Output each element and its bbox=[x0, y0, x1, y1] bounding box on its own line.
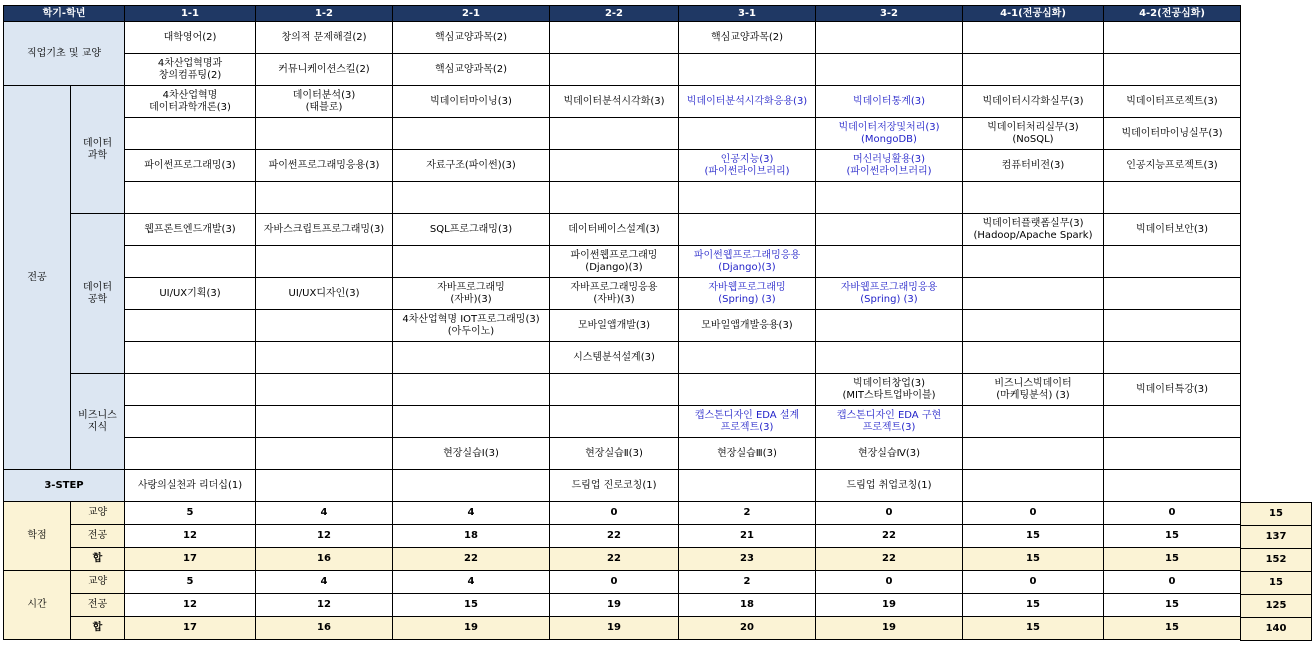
course-cell bbox=[393, 118, 550, 150]
value-cell: 23 bbox=[679, 548, 816, 571]
course-cell: 4차산업혁명 IOT프로그래밍(3) (아두이노) bbox=[393, 310, 550, 342]
course-cell bbox=[125, 342, 256, 374]
course-cell bbox=[1104, 182, 1241, 214]
course-cell bbox=[550, 22, 679, 54]
value-cell: 2 bbox=[679, 571, 816, 594]
course-cell: 빅데이터특강(3) bbox=[1104, 374, 1241, 406]
data-science-row bbox=[4, 150, 1241, 182]
value-cell: 22 bbox=[816, 525, 963, 548]
value-cell: 0 bbox=[550, 571, 679, 594]
course-cell bbox=[963, 54, 1104, 86]
course-cell bbox=[1104, 54, 1241, 86]
total-cell: 152 bbox=[1241, 548, 1312, 571]
course-cell bbox=[679, 470, 816, 502]
course-cell: 비즈니스빅데이터 (마케팅분석) (3) bbox=[963, 374, 1104, 406]
course-cell bbox=[1104, 310, 1241, 342]
course-cell bbox=[679, 214, 816, 246]
course-cell bbox=[256, 182, 393, 214]
course-cell: 드림업 취업코칭(1) bbox=[816, 470, 963, 502]
course-cell bbox=[125, 182, 256, 214]
total-row bbox=[1241, 525, 1312, 548]
total-cell: 125 bbox=[1241, 594, 1312, 617]
course-cell: 빅데이터마이닝실무(3) bbox=[1104, 118, 1241, 150]
course-cell bbox=[963, 278, 1104, 310]
value-cell: 0 bbox=[816, 571, 963, 594]
course-cell bbox=[393, 246, 550, 278]
hours-label: 시간 bbox=[4, 571, 71, 640]
liberal-row bbox=[4, 54, 1241, 86]
course-cell: UI/UX디자인(3) bbox=[256, 278, 393, 310]
total-row bbox=[1241, 502, 1312, 525]
course-cell: 파이썬프로그래밍(3) bbox=[125, 150, 256, 182]
total-cell: 137 bbox=[1241, 525, 1312, 548]
business-row bbox=[4, 438, 1241, 470]
semester-header: 4-1(전공심화) bbox=[963, 6, 1104, 22]
course-cell: 빅데이터프로젝트(3) bbox=[1104, 86, 1241, 118]
course-cell: 자바웹프로그래밍응용 (Spring) (3) bbox=[816, 278, 963, 310]
liberal-row bbox=[4, 22, 1241, 54]
total-cell: 140 bbox=[1241, 617, 1312, 640]
value-cell: 19 bbox=[550, 617, 679, 640]
hours-type: 합 bbox=[71, 617, 125, 640]
course-cell bbox=[963, 182, 1104, 214]
course-cell: 자바프로그래밍 (자바)(3) bbox=[393, 278, 550, 310]
course-cell: 창의적 문제해결(2) bbox=[256, 22, 393, 54]
course-cell bbox=[679, 374, 816, 406]
data-eng-label: 데이터 공학 bbox=[71, 214, 125, 374]
total-row bbox=[1241, 594, 1312, 617]
course-cell bbox=[256, 470, 393, 502]
course-cell: 자료구조(파이썬)(3) bbox=[393, 150, 550, 182]
course-cell bbox=[1104, 278, 1241, 310]
value-cell: 12 bbox=[125, 525, 256, 548]
course-cell bbox=[816, 182, 963, 214]
value-cell: 16 bbox=[256, 617, 393, 640]
course-cell bbox=[393, 182, 550, 214]
value-cell: 15 bbox=[393, 594, 550, 617]
data-science-row bbox=[4, 118, 1241, 150]
business-row bbox=[4, 406, 1241, 438]
course-cell: 모바일앱개발(3) bbox=[550, 310, 679, 342]
value-cell: 5 bbox=[125, 502, 256, 525]
course-cell bbox=[550, 374, 679, 406]
total-cell: 15 bbox=[1241, 502, 1312, 525]
course-cell: 핵심교양과목(2) bbox=[393, 22, 550, 54]
hours-type: 교양 bbox=[71, 571, 125, 594]
course-cell bbox=[256, 118, 393, 150]
semester-header: 3-1 bbox=[679, 6, 816, 22]
credits-type: 전공 bbox=[71, 525, 125, 548]
value-cell: 15 bbox=[963, 594, 1104, 617]
value-cell: 4 bbox=[256, 571, 393, 594]
course-cell: 데이터분석(3) (태블로) bbox=[256, 86, 393, 118]
course-cell: 4차산업혁명 데이터과학개론(3) bbox=[125, 86, 256, 118]
course-cell: 현장실습I(3) bbox=[393, 438, 550, 470]
value-cell: 18 bbox=[679, 594, 816, 617]
course-cell: 핵심교양과목(2) bbox=[679, 22, 816, 54]
value-cell: 15 bbox=[963, 548, 1104, 571]
course-cell: 캡스톤디자인 EDA 설계 프로젝트(3) bbox=[679, 406, 816, 438]
value-cell: 12 bbox=[125, 594, 256, 617]
step-row bbox=[4, 470, 1241, 502]
course-cell: 파이썬프로그래밍응용(3) bbox=[256, 150, 393, 182]
major-label: 전공 bbox=[4, 86, 71, 470]
total-row bbox=[1241, 617, 1312, 640]
value-cell: 20 bbox=[679, 617, 816, 640]
header-corner: 학기-학년 bbox=[4, 6, 125, 22]
course-cell bbox=[550, 54, 679, 86]
total-row bbox=[1241, 571, 1312, 594]
course-cell bbox=[679, 118, 816, 150]
value-cell: 19 bbox=[393, 617, 550, 640]
data-eng-row bbox=[4, 246, 1241, 278]
course-cell: 빅데이터처리실무(3) (NoSQL) bbox=[963, 118, 1104, 150]
value-cell: 18 bbox=[393, 525, 550, 548]
course-cell bbox=[816, 214, 963, 246]
value-cell: 4 bbox=[393, 502, 550, 525]
value-cell: 15 bbox=[1104, 594, 1241, 617]
course-cell bbox=[393, 406, 550, 438]
value-cell: 22 bbox=[816, 548, 963, 571]
value-cell: 17 bbox=[125, 617, 256, 640]
course-cell bbox=[1104, 470, 1241, 502]
course-cell bbox=[679, 342, 816, 374]
hours-row bbox=[4, 617, 1241, 640]
course-cell bbox=[550, 118, 679, 150]
course-cell: 빅데이터저장및처리(3) (MongoDB) bbox=[816, 118, 963, 150]
data-eng-row bbox=[4, 342, 1241, 374]
course-cell: UI/UX기획(3) bbox=[125, 278, 256, 310]
course-cell bbox=[393, 374, 550, 406]
course-cell: 빅데이터통계(3) bbox=[816, 86, 963, 118]
value-cell: 16 bbox=[256, 548, 393, 571]
course-cell: 자바스크립트프로그래밍(3) bbox=[256, 214, 393, 246]
data-science-row bbox=[4, 86, 1241, 118]
course-cell bbox=[125, 406, 256, 438]
liberal-label: 직업기초 및 교양 bbox=[4, 22, 125, 86]
course-cell: 컴퓨터비전(3) bbox=[963, 150, 1104, 182]
course-cell bbox=[963, 246, 1104, 278]
course-cell: 캡스톤디자인 EDA 구현 프로젝트(3) bbox=[816, 406, 963, 438]
course-cell bbox=[393, 470, 550, 502]
course-cell: 사랑의실천과 리더십(1) bbox=[125, 470, 256, 502]
course-cell bbox=[1104, 246, 1241, 278]
totals-column bbox=[1240, 502, 1312, 641]
course-cell bbox=[125, 246, 256, 278]
value-cell: 15 bbox=[1104, 617, 1241, 640]
course-cell: 인공지능프로젝트(3) bbox=[1104, 150, 1241, 182]
value-cell: 22 bbox=[393, 548, 550, 571]
course-cell bbox=[963, 470, 1104, 502]
course-cell bbox=[256, 246, 393, 278]
value-cell: 19 bbox=[816, 594, 963, 617]
course-cell bbox=[256, 310, 393, 342]
course-cell bbox=[256, 374, 393, 406]
data-eng-row bbox=[4, 310, 1241, 342]
value-cell: 22 bbox=[550, 525, 679, 548]
course-cell bbox=[256, 406, 393, 438]
course-cell: 웹프론트엔드개발(3) bbox=[125, 214, 256, 246]
value-cell: 0 bbox=[1104, 571, 1241, 594]
hours-row bbox=[4, 571, 1241, 594]
data-eng-row bbox=[4, 214, 1241, 246]
course-cell bbox=[125, 118, 256, 150]
credits-row bbox=[4, 502, 1241, 525]
course-cell: 빅데이터플랫폼실무(3) (Hadoop/Apache Spark) bbox=[963, 214, 1104, 246]
course-cell bbox=[125, 438, 256, 470]
semester-header: 3-2 bbox=[816, 6, 963, 22]
course-cell bbox=[256, 342, 393, 374]
value-cell: 0 bbox=[816, 502, 963, 525]
course-cell bbox=[816, 54, 963, 86]
course-cell bbox=[963, 22, 1104, 54]
course-cell bbox=[393, 342, 550, 374]
credits-type: 합 bbox=[71, 548, 125, 571]
credits-row bbox=[4, 525, 1241, 548]
value-cell: 15 bbox=[1104, 548, 1241, 571]
course-cell: 현장실습Ⅳ(3) bbox=[816, 438, 963, 470]
course-cell bbox=[963, 406, 1104, 438]
data-science-label: 데이터 과학 bbox=[71, 86, 125, 214]
semester-header: 2-2 bbox=[550, 6, 679, 22]
course-cell: 현장실습Ⅲ(3) bbox=[679, 438, 816, 470]
step-label: 3-STEP bbox=[4, 470, 125, 502]
course-cell bbox=[125, 310, 256, 342]
business-row bbox=[4, 374, 1241, 406]
course-cell bbox=[679, 182, 816, 214]
course-cell: 드림업 진로코칭(1) bbox=[550, 470, 679, 502]
course-cell: 빅데이터보안(3) bbox=[1104, 214, 1241, 246]
value-cell: 21 bbox=[679, 525, 816, 548]
course-cell bbox=[550, 150, 679, 182]
header-row bbox=[4, 6, 1241, 22]
course-cell bbox=[1104, 342, 1241, 374]
course-cell: 현장실습Ⅱ(3) bbox=[550, 438, 679, 470]
course-cell bbox=[256, 438, 393, 470]
value-cell: 12 bbox=[256, 525, 393, 548]
value-cell: 5 bbox=[125, 571, 256, 594]
course-cell bbox=[963, 438, 1104, 470]
course-cell: 빅데이터마이닝(3) bbox=[393, 86, 550, 118]
course-cell: 빅데이터분석시각화응용(3) bbox=[679, 86, 816, 118]
value-cell: 0 bbox=[1104, 502, 1241, 525]
course-cell bbox=[1104, 438, 1241, 470]
course-cell bbox=[550, 182, 679, 214]
hours-row bbox=[4, 594, 1241, 617]
course-cell bbox=[816, 246, 963, 278]
data-eng-row bbox=[4, 278, 1241, 310]
course-cell bbox=[1104, 22, 1241, 54]
course-cell bbox=[816, 310, 963, 342]
course-cell bbox=[816, 342, 963, 374]
value-cell: 19 bbox=[550, 594, 679, 617]
total-row bbox=[1241, 548, 1312, 571]
course-cell: 모바일앱개발응용(3) bbox=[679, 310, 816, 342]
course-cell bbox=[550, 406, 679, 438]
value-cell: 15 bbox=[963, 617, 1104, 640]
course-cell: 자바프로그래밍응용 (자바)(3) bbox=[550, 278, 679, 310]
value-cell: 12 bbox=[256, 594, 393, 617]
credits-label: 학점 bbox=[4, 502, 71, 571]
credits-row bbox=[4, 548, 1241, 571]
course-cell: SQL프로그래밍(3) bbox=[393, 214, 550, 246]
value-cell: 2 bbox=[679, 502, 816, 525]
course-cell bbox=[679, 54, 816, 86]
value-cell: 19 bbox=[816, 617, 963, 640]
value-cell: 0 bbox=[963, 502, 1104, 525]
value-cell: 15 bbox=[963, 525, 1104, 548]
curriculum-table bbox=[3, 5, 1241, 640]
value-cell: 4 bbox=[256, 502, 393, 525]
course-cell: 자바웹프로그래밍 (Spring) (3) bbox=[679, 278, 816, 310]
course-cell: 핵심교양과목(2) bbox=[393, 54, 550, 86]
semester-header: 1-2 bbox=[256, 6, 393, 22]
course-cell: 빅데이터시각화실무(3) bbox=[963, 86, 1104, 118]
course-cell: 데이터베이스설계(3) bbox=[550, 214, 679, 246]
course-cell: 머신러닝활용(3) (파이썬라이브러리) bbox=[816, 150, 963, 182]
value-cell: 22 bbox=[550, 548, 679, 571]
total-cell: 15 bbox=[1241, 571, 1312, 594]
course-cell bbox=[963, 342, 1104, 374]
course-cell bbox=[1104, 406, 1241, 438]
value-cell: 4 bbox=[393, 571, 550, 594]
course-cell: 빅데이터분석시각화(3) bbox=[550, 86, 679, 118]
course-cell bbox=[963, 310, 1104, 342]
course-cell: 인공지능(3) (파이썬라이브러리) bbox=[679, 150, 816, 182]
course-cell: 빅데이터창업(3) (MIT스타트업바이블) bbox=[816, 374, 963, 406]
credits-type: 교양 bbox=[71, 502, 125, 525]
course-cell bbox=[125, 374, 256, 406]
course-cell: 시스템분석설계(3) bbox=[550, 342, 679, 374]
semester-header: 1-1 bbox=[125, 6, 256, 22]
course-cell: 파이썬웹프로그래밍 (Django)(3) bbox=[550, 246, 679, 278]
value-cell: 0 bbox=[550, 502, 679, 525]
data-science-row bbox=[4, 182, 1241, 214]
semester-header: 4-2(전공심화) bbox=[1104, 6, 1241, 22]
value-cell: 0 bbox=[963, 571, 1104, 594]
course-cell bbox=[816, 22, 963, 54]
value-cell: 15 bbox=[1104, 525, 1241, 548]
course-cell: 커뮤니케이션스킬(2) bbox=[256, 54, 393, 86]
course-cell: 대학영어(2) bbox=[125, 22, 256, 54]
course-cell: 파이썬웹프로그래밍응용 (Django)(3) bbox=[679, 246, 816, 278]
business-label: 비즈니스 지식 bbox=[71, 374, 125, 470]
semester-header: 2-1 bbox=[393, 6, 550, 22]
hours-type: 전공 bbox=[71, 594, 125, 617]
course-cell: 4차산업혁명과 창의컴퓨팅(2) bbox=[125, 54, 256, 86]
value-cell: 17 bbox=[125, 548, 256, 571]
